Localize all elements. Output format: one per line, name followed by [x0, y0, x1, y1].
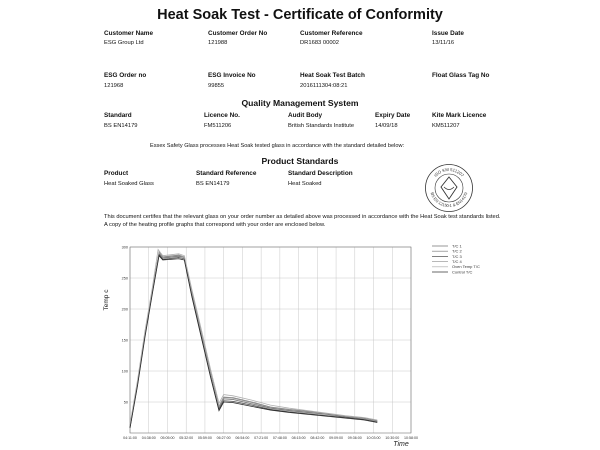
esg-invoice-no-label: ESG Invoice No	[208, 72, 256, 79]
x-tick-label: 07:21:00	[254, 436, 269, 440]
y-tick-label: 150	[121, 338, 128, 343]
kite-icon	[441, 177, 457, 199]
standard-label: Standard	[104, 112, 132, 119]
x-tick-label: 05:32:00	[179, 436, 194, 440]
y-tick-label: 100	[121, 369, 128, 374]
standard-value: BS EN14179	[104, 123, 138, 129]
customer-name-label: Customer Name	[104, 30, 154, 37]
kitemark-top-text: ISO KM 511207	[432, 166, 465, 178]
standard-reference-label: Standard Reference	[196, 170, 257, 177]
x-tick-label: 08:42:00	[310, 436, 325, 440]
kitemark-seal	[424, 163, 474, 213]
chart-legend	[432, 243, 480, 274]
float-glass-tag-label: Float Glass Tag No	[432, 72, 490, 79]
x-tick-label: 09:36:00	[347, 436, 362, 440]
standard-reference-value: BS EN14179	[196, 181, 230, 187]
y-axis-label: Temp c	[103, 289, 110, 311]
y-tick-label: 250	[121, 276, 128, 281]
x-tick-label: 05:05:00	[160, 436, 175, 440]
x-tick-label: 10:30:00	[385, 436, 400, 440]
certification-text: This document certifes that the relevant glass on your order number as detailed above was processed in accordance with the Heat Soak test standards listed. A copy of the heating profile graphs that correspond with your order are enclosed below.	[104, 214, 501, 228]
legend-label: T/C 4	[452, 259, 462, 264]
customer-name-value: ESG Group Ltd	[104, 40, 144, 46]
x-tick-label: 04:11:00	[123, 436, 137, 440]
x-tick-label: 06:54:00	[235, 436, 250, 440]
audit-body-value: British Standards Institute	[288, 123, 355, 129]
product-label: Product	[104, 170, 129, 177]
heating-profile-chart	[96, 240, 480, 448]
legend-label: Oven Temp T/C	[452, 264, 480, 270]
legend-label: Control T/C	[452, 269, 473, 275]
x-tick-label: 05:59:00	[197, 436, 212, 440]
legend-label: T/C 1	[452, 243, 462, 249]
certificate-title: Heat Soak Test - Certificate of Conformity	[157, 7, 443, 23]
x-tick-label: 10:03:00	[366, 436, 381, 440]
kitemark-bottom-text: BS EN 12150-1 & EN14179	[429, 191, 469, 209]
x-tick-label: 07:48:00	[272, 436, 287, 440]
issue-date-value: 13/11/16	[432, 40, 455, 46]
qms-heading: Quality Management System	[241, 98, 359, 108]
x-tick-label: 06:27:00	[216, 436, 231, 440]
expiry-date-value: 14/09/18	[375, 123, 398, 129]
y-tick-label: 200	[121, 307, 128, 312]
kite-mark-licence-label: Kite Mark Licence	[432, 112, 487, 119]
heat-soak-batch-label: Heat Soak Test Batch	[300, 72, 365, 79]
expiry-date-label: Expiry Date	[375, 112, 411, 119]
product-value: Heat Soaked Glass	[104, 181, 154, 187]
x-tick-label: 09:09:00	[329, 436, 344, 440]
audit-body-label: Audit Body	[288, 112, 323, 119]
esg-invoice-no-value: 99855	[208, 83, 225, 89]
customer-reference-value: DR1683 00002	[300, 40, 339, 46]
x-tick-label: 04:38:00	[141, 436, 156, 440]
processing-note: Essex Safety Glass processes Heat Soak tested glass in accordance with the standard detailed below:	[150, 143, 405, 149]
licence-no-value: FM511206	[204, 123, 232, 129]
x-axis-label: Time	[393, 441, 409, 448]
esg-order-no-label: ESG Order no	[104, 72, 147, 79]
customer-order-no-value: 121988	[208, 40, 228, 46]
customer-order-no-label: Customer Order No	[208, 30, 268, 37]
standard-description-label: Standard Description	[288, 170, 353, 177]
x-tick-label: 08:15:00	[291, 436, 306, 440]
y-tick-label: 50	[123, 400, 128, 405]
licence-no-label: Licence No.	[204, 112, 240, 119]
kite-mark-licence-value: KM511207	[432, 123, 460, 129]
customer-reference-label: Customer Reference	[300, 30, 363, 37]
legend-label: T/C 2	[452, 248, 462, 254]
kite-heart-icon	[444, 187, 454, 190]
x-tick-label: 10:58:00	[404, 436, 418, 440]
esg-order-no-value: 121968	[104, 83, 124, 89]
standard-description-value: Heat Soaked	[288, 181, 322, 187]
heat-soak-batch-value: 2016111304:08:21	[300, 83, 348, 89]
product-standards-heading: Product Standards	[261, 156, 339, 166]
y-tick-label: 300	[121, 245, 128, 250]
legend-label: T/C 3	[452, 253, 462, 259]
issue-date-label: Issue Date	[432, 30, 464, 37]
